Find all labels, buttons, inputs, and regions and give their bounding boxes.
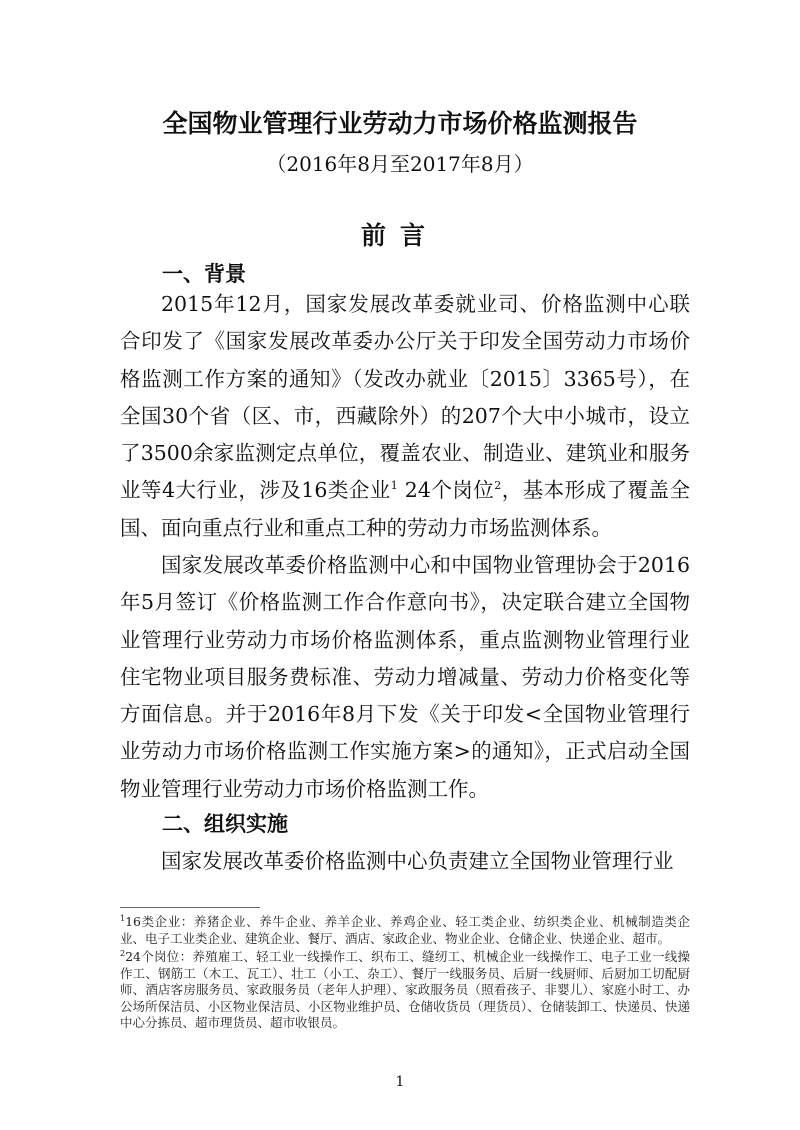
- section-heading-background: 一、背景: [162, 262, 246, 286]
- paragraph-text: ，基本形成了覆盖全国、面向重点行业和重点工种的劳动力市场监测体系。: [120, 478, 690, 540]
- background-paragraph-1: [120, 286, 690, 547]
- paragraph-text: 24个岗位: [397, 478, 495, 503]
- section-heading-organization: 二、组织实施: [162, 812, 288, 836]
- footnote-mark: 1: [120, 913, 126, 923]
- document-title: 全国物业管理行业劳动力市场价格监测报告: [162, 109, 638, 138]
- footnote-text: 16类企业：养猪企业、养牛企业、养羊企业、养鸡企业、轻工类企业、纺织类企业、机械制造类企业、电子工业类企业、建筑企业、餐厅、酒店、家政企业、物业企业、仓储企业、快递企业、超市。: [120, 914, 690, 946]
- document-subtitle: （2016年8月至2017年8月）: [266, 152, 534, 176]
- footnote-divider: [120, 907, 260, 908]
- organization-paragraph-1: 国家发展改革委价格监测中心负责建立全国物业管理行业: [161, 849, 674, 873]
- footnote-ref-1: 1: [390, 479, 398, 493]
- footnote-1: [120, 914, 690, 947]
- background-paragraph-2: 国家发展改革委价格监测中心和中国物业管理协会于2016年5月签订《价格监测工作合作意向书》，决定联合建立全国物业管理行业劳动力市场价格监测体系，重点监测物业管理行业住宅物业项目服务费标准、劳动力增减量、劳动力价格变化等方面信息。并于2016年8月下发《关于印发<全国物业管理行业劳动力市场价格监测工作实施方案>的通知》，正式启动全国物业管理行业劳动力市场价格监测工作。: [120, 553, 690, 801]
- footnote-mark: 2: [120, 948, 126, 958]
- paragraph-text: 2015年12月，国家发展改革委就业司、价格监测中心联合印发了《国家发展改革委办公厅关于印发全国劳动力市场价格监测工作方案的通知》（发改办就业〔2015〕3365号），在全国30个省（区、市，西藏除外）的207个大中小城市，设立了3500余家监测定点单位，覆盖农业、制造业、建筑业和服务业等4大行业，涉及16类企业: [120, 292, 690, 503]
- page-number: 1: [395, 1074, 405, 1090]
- footnote-text: 24个岗位：养殖雇工、轻工业一线操作工、织布工、缝纫工、机械企业一线操作工、电子工业一线操作工、钢筋工（木工、瓦工）、壮工（小工、杂工）、餐厅一线服务员、后厨一线厨师、后厨加工切配厨师、酒店客房服务员、家政服务员（老年人护理）、家政服务员（照看孩子、非婴儿）、家庭小时工、办公场所保洁员、小区物业保洁员、小区物业维护员、仓储收货员（理货员）、仓储装卸工、快递员、快递中心分拣员、超市理货员、超市收银员。: [120, 949, 690, 1031]
- footnote-ref-2: 2: [494, 479, 502, 493]
- preface-heading: 前言: [360, 221, 439, 250]
- footnote-2: [120, 949, 690, 1032]
